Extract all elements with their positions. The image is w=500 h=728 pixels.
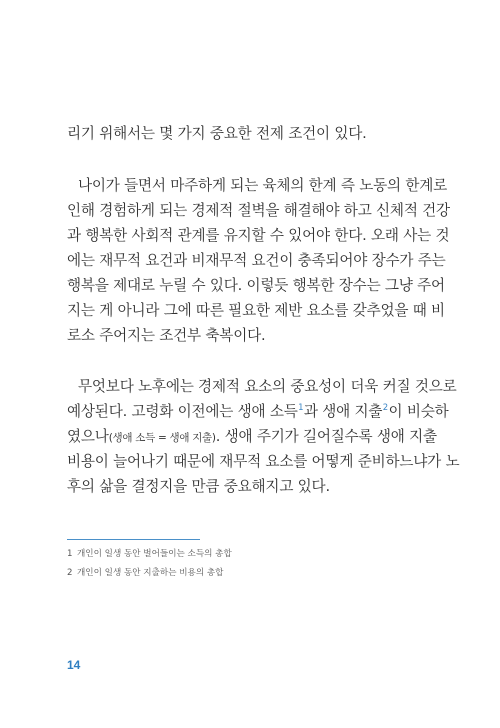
body-text-line: 비용이 늘어나기 때문에 재무적 요소를 어떻게 준비하느냐가 노 — [67, 453, 460, 470]
inline-note: (생애 소득 = 생애 지출) — [108, 432, 216, 444]
body-text-line: 나이가 들면서 마주하게 되는 육체의 한계 즉 노동의 한계로 — [78, 177, 448, 194]
text-span: . 생애 주기가 길어질수록 생애 지출 — [215, 428, 437, 445]
body-text-line: 후의 삶을 결정지을 만큼 중요해지고 있다. — [67, 478, 330, 495]
footnote-ref-1[interactable]: 1 — [298, 403, 304, 413]
text-span: 예상된다. 고령화 이전에는 생애 소득 — [67, 403, 298, 420]
body-text-line — [67, 402, 449, 424]
text-span: 과 생애 지출 — [303, 403, 383, 420]
footnote-text: 개인이 일생 동안 벌어들이는 소득의 총합 — [77, 549, 232, 559]
footnote-ref-2[interactable]: 2 — [382, 403, 388, 413]
body-text-line: 지는 게 아니라 그에 따른 필요한 제반 요소를 갖추었을 때 비 — [67, 302, 445, 319]
text-span: 이 비슷하 — [388, 403, 449, 420]
footnote-text: 개인이 일생 동안 지출하는 비용의 총합 — [77, 568, 224, 578]
footnote-number: 1 — [67, 549, 73, 559]
text-span: 였으나 — [67, 428, 109, 445]
body-text-line — [67, 427, 437, 448]
footnote-divider — [67, 539, 200, 540]
body-text-line: 행복을 제대로 누릴 수 있다. 이렇듯 행복한 장수는 그냥 주어 — [67, 277, 445, 294]
footnote-1 — [67, 548, 232, 560]
body-text-line: 인해 경험하게 되는 경제적 절벽을 해결해야 하고 신체적 건강 — [67, 202, 450, 219]
body-text-line: 에는 재무적 요건과 비재무적 요건이 충족되어야 장수가 주는 — [67, 252, 446, 269]
body-text-line: 로소 주어지는 조건부 축복이다. — [67, 327, 266, 344]
body-text-line: 리기 위해서는 몇 가지 중요한 전제 조건이 있다. — [67, 125, 367, 142]
body-text-line: 무엇보다 노후에는 경제적 요소의 중요성이 더욱 커질 것으로 — [78, 378, 457, 395]
footnote-2 — [67, 567, 223, 579]
footnote-number: 2 — [67, 568, 73, 578]
page-number: 14 — [67, 658, 81, 672]
body-text-line: 과 행복한 사회적 관계를 유지할 수 있어야 한다. 오래 사는 것 — [67, 227, 450, 244]
